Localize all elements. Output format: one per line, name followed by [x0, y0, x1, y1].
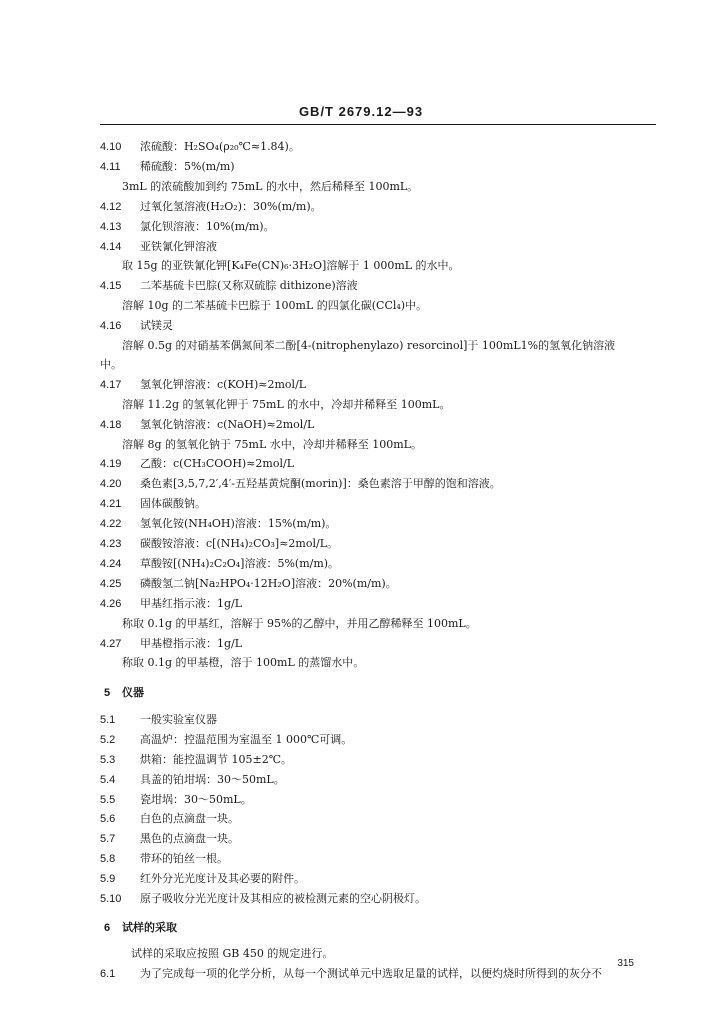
- item-number: 4.21: [100, 498, 122, 510]
- item-text: 烘箱：能控温调节 105±2℃。: [140, 753, 293, 766]
- item-number: 4.20: [100, 478, 122, 490]
- item-text: 试镁灵: [140, 319, 173, 332]
- item-text: 浓硫酸：H₂SO₄(ρ₂₀℃≈1.84)。: [140, 140, 300, 153]
- page-header: GB/T 2679.12—93: [298, 104, 424, 119]
- item-text: 白色的点滴盘一块。: [140, 812, 239, 825]
- item-text: 一般实验室仪器: [140, 713, 217, 726]
- item-number: 5.10: [100, 893, 122, 905]
- item-text: 具盖的铂坩埚：30～50mL。: [140, 773, 285, 786]
- item-number: 4.14: [100, 241, 122, 253]
- item-text: 带环的铂丝一根。: [140, 852, 228, 865]
- item-text: 试样的采取应按照 GB 450 的规定进行。: [131, 947, 334, 960]
- item-text: 黑色的点滴盘一块。: [140, 832, 239, 845]
- item-text: 为了完成每一项的化学分析，从每一个测试单元中选取足量的试样，以便灼烧时所得到的灰分不: [140, 967, 602, 980]
- item-text: 亚铁氰化钾溶液: [140, 240, 217, 253]
- item-text: 氯化钡溶液：10%(m/m)。: [140, 220, 275, 233]
- item-text: 稀硫酸：5%(m/m): [140, 160, 235, 173]
- item-number: 4.16: [100, 320, 122, 332]
- item-text: 固体碳酸钠。: [140, 497, 206, 510]
- item-text: 瓷坩埚：30～50mL。: [140, 793, 252, 806]
- item-number: 4.27: [100, 638, 122, 650]
- item-text: 碳酸铵溶液：c[(NH₄)₂CO₃]≈2mol/L。: [140, 537, 339, 550]
- item-number: 5.2: [100, 734, 116, 746]
- item-text: 称取 0.1g 的甲基橙，溶于 100mL 的蒸馏水中。: [122, 656, 365, 669]
- section-number: 5: [104, 687, 111, 699]
- item-number: 4.17: [100, 379, 122, 391]
- section-heading: 试样的采取: [122, 921, 177, 934]
- item-text: 氢氧化钠溶液：c(NaOH)≈2mol/L: [140, 418, 315, 431]
- item-text: 草酸铵[(NH₄)₂C₂O₄]溶液：5%(m/m)。: [140, 557, 340, 570]
- item-text: 溶解 11.2g 的氢氧化钾于 75mL 的水中，冷却并稀释至 100mL。: [122, 398, 451, 411]
- item-text: 3mL 的浓硫酸加到约 75mL 的水中，然后稀释至 100mL。: [122, 180, 419, 193]
- item-text: 氢氧化钾溶液：c(KOH)≈2mol/L: [140, 378, 307, 391]
- section-number: 6: [104, 922, 111, 934]
- item-number: 4.23: [100, 538, 122, 550]
- item-text: 磷酸氢二钠[Na₂HPO₄·12H₂O]溶液：20%(m/m)。: [140, 577, 397, 590]
- item-text: 溶解 10g 的二苯基硫卡巴腙于 100mL 的四氯化碳(CCl₄)中。: [122, 299, 428, 312]
- item-text: 取 15g 的亚铁氰化钾[K₄Fe(CN)₆·3H₂O]溶解于 1 000mL 的水中。: [122, 259, 460, 272]
- item-text: 桑色素[3,5,7,2′,4′-五羟基黄烷酮(morin)]：桑色素溶于甲醇的饱和溶液。: [140, 477, 501, 490]
- item-number: 6.1: [100, 968, 116, 980]
- item-number: 5.5: [100, 794, 116, 806]
- item-number: 5.1: [100, 714, 116, 726]
- item-number: 4.25: [100, 578, 122, 590]
- item-text: 溶解 8g 的氢氧化钠于 75mL 水中，冷却并稀释至 100mL。: [122, 438, 422, 451]
- item-number: 5.3: [100, 754, 116, 766]
- item-text: 高温炉：控温范围为室温至 1 000℃可调。: [140, 733, 353, 746]
- item-text: 中。: [100, 358, 122, 371]
- item-number: 4.13: [100, 221, 122, 233]
- page-number: 315: [617, 958, 634, 969]
- item-number: 4.19: [100, 458, 122, 470]
- item-number: 4.26: [100, 598, 122, 610]
- item-number: 5.6: [100, 813, 116, 825]
- item-number: 5.4: [100, 774, 116, 786]
- header-rule: [100, 124, 656, 125]
- item-number: 4.15: [100, 280, 122, 292]
- item-text: 氢氧化铵(NH₄OH)溶液：15%(m/m)。: [140, 517, 337, 530]
- section-heading: 仪器: [122, 686, 144, 699]
- item-number: 4.10: [100, 141, 122, 153]
- item-text: 溶解 0.5g 的对硝基苯偶氮间苯二酚[4-(nitrophenylazo) resorcinol]于 100mL1%的氢氧化钠溶液: [122, 339, 616, 352]
- item-number: 4.24: [100, 558, 122, 570]
- item-text: 过氧化氢溶液(H₂O₂)：30%(m/m)。: [140, 200, 322, 213]
- item-number: 5.7: [100, 833, 116, 845]
- item-number: 4.22: [100, 518, 122, 530]
- item-text: 乙酸：c(CH₃COOH)≈2mol/L: [140, 457, 295, 470]
- item-number: 5.9: [100, 873, 116, 885]
- item-number: 4.12: [100, 201, 122, 213]
- item-text: 原子吸收分光光度计及其相应的被检测元素的空心阴极灯。: [140, 892, 426, 905]
- item-text: 甲基红指示液：1g/L: [140, 597, 243, 610]
- item-number: 4.18: [100, 419, 122, 431]
- item-number: 4.11: [100, 161, 121, 173]
- item-text: 红外分光光度计及其必要的附件。: [140, 872, 305, 885]
- item-text: 甲基橙指示液：1g/L: [140, 637, 243, 650]
- item-text: 二苯基硫卡巴腙(又称双硫腙 dithizone)溶液: [140, 279, 358, 292]
- item-number: 5.8: [100, 853, 116, 865]
- item-text: 称取 0.1g 的甲基红，溶解于 95%的乙醇中，并用乙醇稀释至 100mL。: [122, 617, 477, 630]
